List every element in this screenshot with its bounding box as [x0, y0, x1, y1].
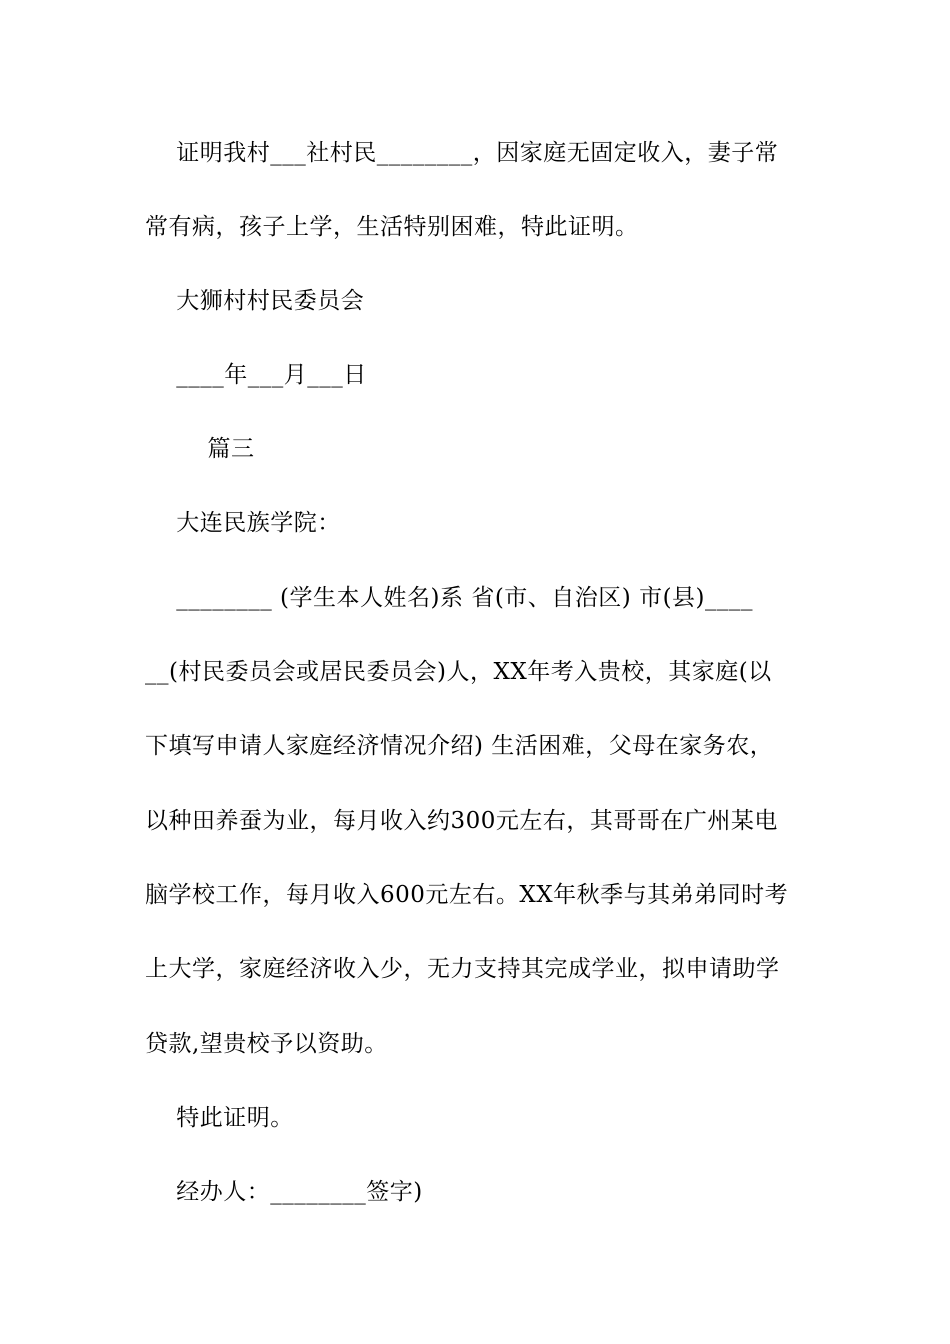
text-line: ____年___月___日	[145, 362, 367, 388]
section-heading: 篇三	[145, 436, 255, 462]
text-line: 大狮村村民委员会	[145, 288, 365, 314]
text-line: 贷款,望贵校予以资助。	[145, 1031, 388, 1057]
text-line: 证明我村___社村民________，因家庭无固定收入，妻子常	[145, 140, 779, 166]
text-line: 以种田养蚕为业，每月收入约300元左右，其哥哥在广州某电	[145, 808, 778, 834]
text-line: 特此证明。	[145, 1105, 294, 1131]
text-line: 常有病，孩子上学，生活特别困难，特此证明。	[145, 214, 639, 240]
text-line: 下填写申请人家庭经济情况介绍) 生活困难，父母在家务农，	[145, 733, 774, 759]
text-line: ________ (学生本人姓名)系 省(市、自治区) 市(县)____	[145, 585, 754, 611]
text-line: 上大学，家庭经济收入少，无力支持其完成学业，拟申请助学	[145, 956, 780, 982]
text-line: 脑学校工作，每月收入600元左右。XX年秋季与其弟弟同时考	[145, 882, 789, 908]
text-line: __(村民委员会或居民委员会)人，XX年考入贵校，其家庭(以	[145, 659, 772, 685]
text-line: 经办人：________签字)	[145, 1179, 423, 1205]
text-line: 大连民族学院：	[145, 510, 341, 536]
